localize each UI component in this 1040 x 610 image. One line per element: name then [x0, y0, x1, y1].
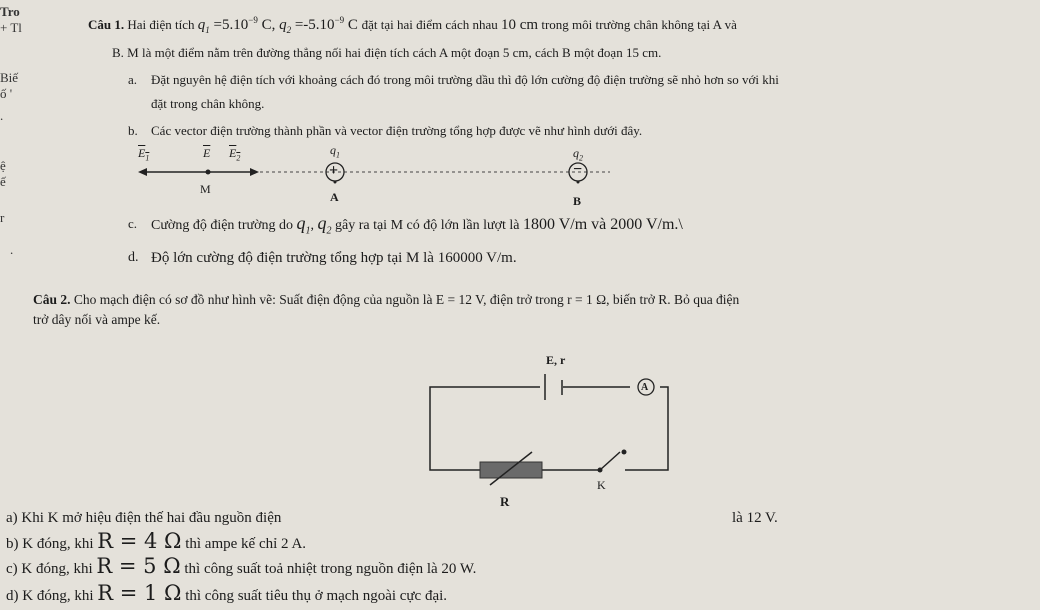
q-symbol: q	[197, 17, 206, 33]
margin-fragment: + Tl	[0, 20, 22, 35]
label-e2-text: E	[229, 146, 237, 160]
q1-c-label: c.	[128, 216, 138, 231]
q-symbol: q	[296, 213, 306, 233]
margin-fragment: .	[10, 242, 14, 257]
q2-d-r: R = 1 Ω	[97, 581, 182, 605]
plus-sign: +	[329, 162, 339, 179]
q-value: =-5.10	[294, 17, 335, 33]
q1-text: đặt tại hai điểm cách nhau	[361, 17, 498, 32]
sub: 1	[305, 225, 311, 237]
q2-b-pre: b) K đóng, khi	[6, 536, 94, 552]
margin-fragment: Tro	[0, 4, 20, 19]
wire	[625, 387, 668, 470]
q2-c-r: R = 5 Ω	[96, 554, 181, 578]
label-e1	[138, 145, 149, 166]
switch-pin	[598, 468, 603, 473]
sub: 1	[336, 150, 340, 160]
rheostat	[480, 462, 542, 478]
q2-line2: trở dây nối và ampe kế.	[33, 312, 161, 327]
e-arrowhead	[250, 168, 259, 176]
q2-heading: Câu 2.	[33, 292, 71, 307]
q1-d-text: Độ lớn cường độ điện trường tổng hợp tại M là 160000 V/m.	[151, 250, 517, 266]
label-e1-text: E	[138, 146, 146, 160]
q1-c-mid: gây ra tại M có độ lớn lần lượt là	[334, 218, 520, 233]
label-k: K	[597, 478, 606, 492]
q1-a-text: đặt trong chân không.	[151, 96, 265, 111]
exp: −9	[248, 15, 258, 25]
q1-a-text: Đặt nguyên hệ điện tích với khoảng cách đó trong môi trường dầu thì độ lớn cường độ điện trường sẽ nhỏ hơn so với khi	[151, 72, 779, 87]
label-m: M	[200, 182, 211, 196]
label-b: B	[573, 194, 582, 208]
label-emf: E, r	[546, 353, 566, 367]
point-m	[206, 170, 211, 175]
q2-option-a-end: là 12 V.	[732, 510, 778, 526]
label-e: $\overline{E}$	[203, 146, 211, 160]
switch-blade	[600, 452, 620, 470]
q2-d-post: thì công suất tiêu thụ ở mạch ngoài cực đại.	[185, 588, 448, 604]
q2-c-pre: c) K đóng, khi	[6, 561, 93, 577]
q1-b-label: b.	[128, 123, 138, 138]
q1-text: Hai điện tích	[127, 17, 195, 32]
margin-fragment: ố '	[0, 86, 13, 101]
q2-b-r: R = 4 Ω	[97, 529, 182, 553]
margin-fragment: ệ	[0, 158, 6, 173]
q2-b-post: thì ampe kế chỉ 2 A.	[185, 536, 307, 552]
label-r: R	[500, 494, 510, 509]
q2-c-post: thì công suất toả nhiệt trong nguồn điện là 20 W.	[184, 561, 477, 577]
q1-c-q1	[296, 213, 311, 237]
ammeter-label: A	[641, 382, 649, 393]
q1-d-label: d.	[128, 250, 139, 265]
sub: 2	[326, 225, 332, 237]
margin-fragment: .	[0, 108, 4, 123]
circuit-diagram	[430, 374, 668, 470]
q-unit: C	[347, 17, 358, 33]
label-q2-text: q	[573, 146, 579, 160]
margin-fragment: r	[0, 210, 5, 225]
label-q1	[330, 142, 340, 163]
q2-option-d	[6, 581, 448, 605]
q2-option-b	[6, 529, 307, 553]
q1-text: trong môi trường chân không tại A và	[541, 17, 737, 32]
q-value: =5.10	[213, 17, 249, 33]
q-unit: C,	[261, 17, 276, 33]
q1-c-q2	[317, 213, 332, 237]
q2-option-a: a) Khi K mở hiệu điện thế hai đầu nguồn điện	[6, 510, 282, 526]
switch-pin	[622, 450, 627, 455]
point-a	[334, 181, 337, 184]
sub: 2	[236, 153, 241, 163]
label-q1-text: q	[330, 143, 336, 157]
q2-d-pre: d) K đóng, khi	[6, 588, 94, 604]
q1-c-pre: Cường độ điện trường do	[151, 218, 293, 233]
margin-fragment: Biế	[0, 70, 19, 85]
q1-a-label: a.	[128, 72, 138, 87]
q2-line1	[33, 292, 739, 308]
label-e2	[229, 145, 240, 166]
label-a: A	[330, 190, 339, 204]
q1-line2: B. M là một điểm nằm trên đường thẳng nối hai điện tích cách A một đoạn 5 cm, cách B một đoạn 15 cm.	[112, 45, 662, 60]
q2-option-c	[6, 554, 477, 578]
sub: 2	[286, 25, 292, 35]
q-symbol: q	[317, 213, 327, 233]
wire	[430, 387, 540, 470]
sub: 1	[205, 25, 210, 35]
margin-fragment: ế	[0, 174, 6, 189]
q1-heading: Câu 1.	[88, 17, 125, 32]
sub: 1	[145, 153, 150, 163]
q1-c-values: 1800 V/m và 2000 V/m.\	[523, 216, 683, 233]
point-b	[577, 181, 580, 184]
sub: 2	[579, 153, 583, 163]
e1-arrowhead	[138, 168, 147, 176]
minus-sign: −	[573, 161, 583, 178]
exp: −9	[334, 15, 345, 25]
q1-b-text: Các vector điện trường thành phần và vector điện trường tổng hợp được vẽ như hình dưới đây.	[151, 123, 643, 138]
comma: ,	[310, 218, 314, 233]
q1-c-text	[151, 214, 683, 241]
q-symbol: q	[279, 17, 287, 33]
q1-distance: 10 cm	[501, 17, 539, 33]
q2-text: Cho mạch điện có sơ đồ như hình vẽ: Suất điện động của nguồn là E = 12 V, điện trở trong r = 1 Ω, biến trở R. Bỏ qua điện	[73, 292, 740, 307]
